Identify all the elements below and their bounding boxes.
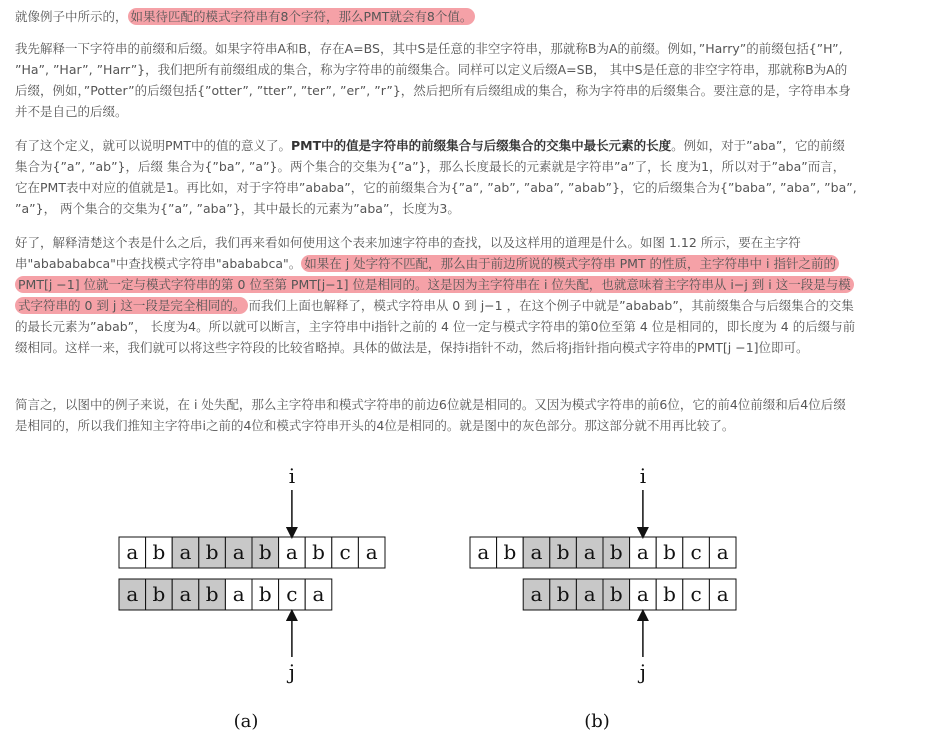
panel-a-caption: (a) — [233, 711, 259, 732]
paragraph-1 — [15, 6, 857, 27]
panel-a-main-char-1: b — [152, 540, 166, 564]
panel-b-pattern-char-0: a — [530, 582, 543, 606]
panel-b-pattern-char-5: b — [663, 582, 676, 606]
paragraph-3 — [15, 135, 857, 219]
kmp-figure — [0, 455, 930, 739]
panel-b-main-char-3: b — [556, 540, 570, 564]
p3-suffix: 。例如，对于”aba”，它的前缀集合为{”a”, ”ab”}，后缀 集合为{”ba”, ”a”}。两个集合的交集为{”a”}，那么长度最长的元素就是字符串”a”了，长 度为1，所以对于”aba”而言，它在PMT表中对应的值就是1。再比如，对于字符串”ababa”，它的前缀集合为{”a”, ”ab”, ”aba”, ”abab”}，它的后缀集合为{”baba”, ”aba”, ”ba”, ”a”}， 两个集合的交集为{”a”, ”aba”}，其中最长的元素为”aba”，长度为3。 — [15, 138, 857, 216]
panel-b-main-char-4: a — [583, 540, 596, 564]
panel-a-main-char-3: b — [205, 540, 219, 564]
p4-suffix: 而我们上面也解释了，模式字符串从 0 到 j−1 ，在这个例子中就是”ababab”，其前缀集合与后缀集合的交集的最长元素为”abab”， 长度为4。所以就可以断言，主字符串中i指针之前的 4 位一定与模式字符串的第0位至第 4 位是相同的，即长度为 4 的后缀与前缀相同。这样一来，我们就可以将这些字符段的比较省略掉。具体的做法是，保持i指针不动，然后将j指针指向模式字符串的PMT[j −1]位即可。 — [15, 298, 856, 355]
panel-b-main-char-0: a — [477, 540, 490, 564]
panel-a-pattern-char-2: a — [179, 582, 192, 606]
panel-b-main-char-1: b — [503, 540, 517, 564]
panel-a-main-char-5: b — [258, 540, 272, 564]
p3-bold: PMT中的值是字符串的前缀集合与后缀集合的交集中最长元素的长度 — [290, 138, 672, 153]
panel-b-pattern-char-4: a — [636, 582, 649, 606]
panel-a-pointer-i-label: i — [288, 464, 296, 488]
p1-highlight: 如果待匹配的模式字符串有8个字符，那么PMT就会有8个值。 — [128, 8, 476, 25]
panel-b-main-char-5: b — [609, 540, 623, 564]
panel-a-pointer-j-label: j — [288, 660, 296, 684]
panel-a-pattern-char-3: b — [205, 582, 219, 606]
panel-a-main-char-7: b — [312, 540, 325, 564]
panel-b-main-char-7: b — [663, 540, 676, 564]
panel-a-main-char-0: a — [126, 540, 139, 564]
p1-prefix: 就像例子中所示的， — [15, 9, 128, 24]
panel-a-pattern-char-0: a — [126, 582, 139, 606]
panel-a-pattern-char-5: b — [258, 582, 272, 606]
panel-a-main-char-9: a — [365, 540, 378, 564]
paragraph-2: 我先解释一下字符串的前缀和后缀。如果字符串A和B，存在A=BS，其中S是任意的非空字符串，那就称B为A的前缀。例如，”Harry”的前缀包括{”H”, ”Ha”, ”Har”, ”Harr”}，我们把所有前缀组成的集合，称为字符串的前缀集合。同样可以定义后缀A=SB， 其中S是任意的非空字符串，那就称B为A的后缀，例如，”Potter”的后缀包括{”otter”, ”tter”, ”ter”, ”er”, ”r”}，然后把所有后缀组成的集合，称为字符串的后缀集合。要注意的是，字符串本身并不是自己的后缀。 — [15, 41, 851, 119]
panel-a-main-char-6: a — [285, 540, 298, 564]
panel-a-main-char-8: c — [339, 540, 351, 564]
panel-b-pattern-char-2: a — [583, 582, 596, 606]
panel-b-pattern-char-3: b — [609, 582, 623, 606]
paragraph-4 — [15, 232, 857, 358]
panel-b-pointer-i-label: i — [639, 464, 647, 488]
panel-a-main-char-4: a — [232, 540, 245, 564]
paragraph-5: 简言之，以图中的例子来说，在 i 处失配，那么主字符串和模式字符串的前边6位就是相同的。又因为模式字符串的前6位，它的前4位前缀和后4位后缀是相同的，所以我们推知主字符串i之前的4位和模式字符串开头的4位是相同的。就是图中的灰色部分。那这部分就不用再比较了。 — [15, 397, 846, 433]
p3-prefix: 有了这个定义，就可以说明PMT中的值的意义了。 — [15, 138, 291, 153]
panel-b-main-char-2: a — [530, 540, 543, 564]
panel-a-main-char-2: a — [179, 540, 192, 564]
panel-a-pattern-char-1: b — [152, 582, 166, 606]
panel-b-pattern-char-6: c — [690, 582, 702, 606]
panel-b-main-char-8: c — [690, 540, 702, 564]
p4-prefix: 好了，解释清楚这个表是什么之后，我们再来看如何使用这个表来加速字符串的查找，以及这样用的道理是什么。如图 1.12 所示，要在主字符串"ababababca"中查找模式字符串"abababca"。 — [15, 235, 801, 271]
panel-b-pattern-char-7: a — [716, 582, 729, 606]
panel-a-pattern-char-6: c — [286, 582, 298, 606]
panel-b-main-char-6: a — [636, 540, 649, 564]
panel-b-pointer-j-label: j — [639, 660, 647, 684]
panel-b-caption: (b) — [584, 711, 610, 732]
panel-a-pattern-char-7: a — [312, 582, 325, 606]
figure-1-12 — [0, 455, 930, 739]
panel-b-pattern-char-1: b — [556, 582, 570, 606]
panel-b-main-char-9: a — [716, 540, 729, 564]
p4-highlight: 如果在 j 处字符不匹配，那么由于前边所说的模式字符串 PMT 的性质，主字符串中 i 指针之前的 PMT[j −1] 位就一定与模式字符串的第 0 位至第 PMT[j−1] 位是相同的。这是因为主字符串在 i 位失配，也就意味着主字符串从 i−j 到 i 这一段是与模式字符串的 0 到 j 这一段是完全相同的。 — [15, 255, 854, 314]
panel-a-pattern-char-4: a — [232, 582, 245, 606]
